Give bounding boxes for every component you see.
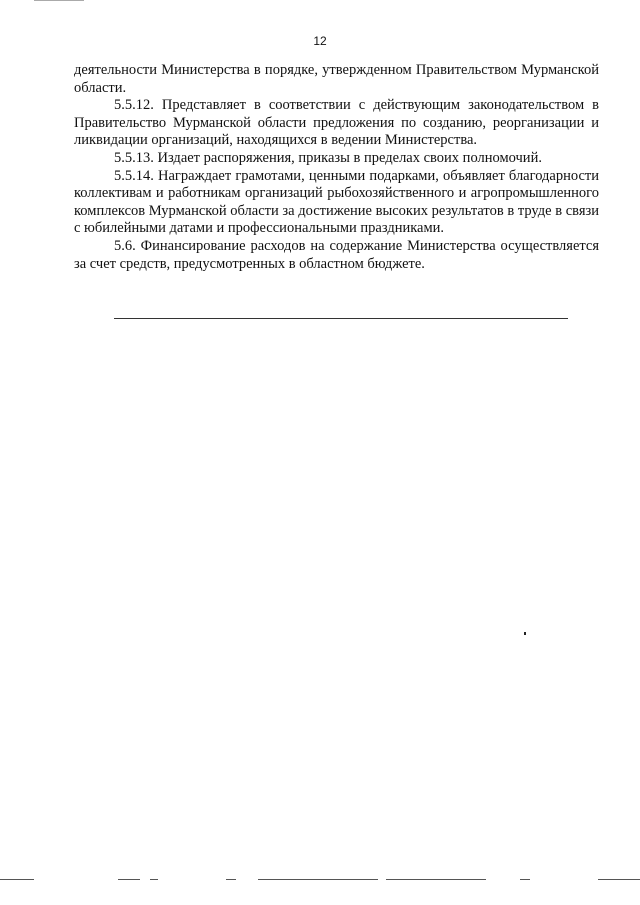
scan-artifact-top (34, 0, 84, 4)
end-of-text-divider (114, 318, 568, 319)
paragraph-5-5-14: 5.5.14. Награждает грамотами, ценными подарками, объявляет благодарности коллективам и работникам организаций рыбохозяйственного и агропромышленного комплексов Мурманской области за достижение высоких результатов в труде в связи с юбилейными датами и профессиональными праздниками. (74, 167, 599, 237)
scan-artifact-bottom (0, 879, 640, 881)
paragraph-continuation: деятельности Министерства в порядке, утвержденном Правительством Мурманской области. (74, 62, 599, 96)
paragraph-5-5-12: 5.5.12. Представляет в соответствии с действующим законодательством в Правительство Мурманской области предложения по созданию, реорганизации и ликвидации организаций, находящихся в ведении Министерства. (74, 97, 599, 149)
paragraph-5-6: 5.6. Финансирование расходов на содержание Министерства осуществляется за счет средств, предусмотренных в областном бюджете. (74, 237, 599, 272)
document-body (74, 62, 599, 273)
paragraph-5-5-13: 5.5.13. Издает распоряжения, приказы в пределах своих полномочий. (114, 149, 542, 166)
scan-speck (524, 632, 526, 635)
page-number: 12 (313, 34, 327, 48)
